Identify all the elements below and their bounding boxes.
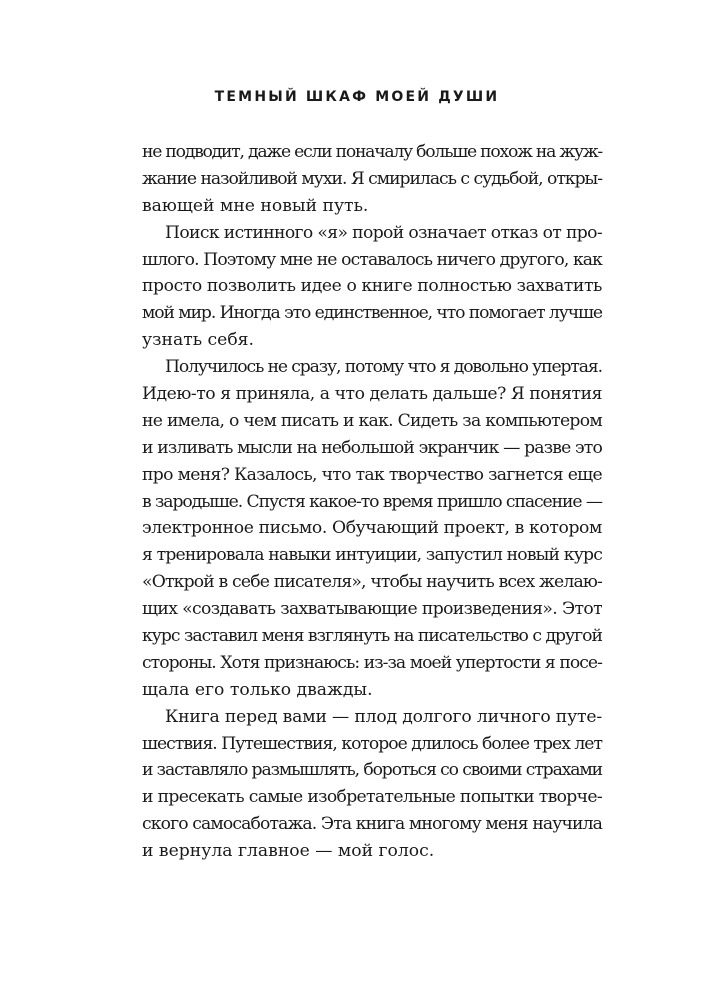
running-header: ТЕМНЫЙ ШКАФ МОЕЙ ДУШИ: [214, 89, 500, 105]
text-line: Идею-то я приняла, а что делать дальше? Я понятия: [142, 384, 602, 405]
paragraph: [142, 704, 602, 865]
text-line: просто позволить идее о книге полностью захватить: [142, 276, 602, 297]
text-line: узнать себя.: [142, 330, 254, 351]
text-line: шлого. Поэтому мне не оставалось ничего другого, как: [142, 249, 602, 270]
text-line: и вернула главное — мой голос.: [142, 841, 435, 862]
text-line: не имела, о чем писать и как. Сидеть за компьютером: [142, 410, 602, 431]
text-line: и заставляло размышлять, бороться со своими страхами: [142, 760, 602, 781]
text-line: электронное письмо. Обучающий проект, в котором: [142, 518, 602, 539]
text-line: жание назойливой мухи. Я смирилась с судьбой, откры-: [142, 168, 602, 189]
text-line: Поиск истинного «я» порой означает отказ от про-: [165, 222, 602, 243]
text-line: вающей мне новый путь.: [142, 195, 369, 216]
text-line: Получилось не сразу, потому что я довольно упертая.: [165, 357, 602, 378]
page-body: [142, 139, 602, 865]
text-line: про меня? Казалось, что так творчество загнется еще: [142, 464, 602, 485]
text-line: стороны. Хотя признаюсь: из-за моей упертости я посе-: [142, 652, 602, 673]
paragraph: [142, 354, 602, 704]
text-line: не подводит, даже если поначалу больше похож на жуж-: [142, 142, 602, 162]
text-line: ского самосаботажа. Эта книга многому меня научила: [142, 814, 602, 835]
text-line: шествия. Путешествия, которое длилось более трех лет: [142, 733, 602, 754]
text-line: я тренировала навыки интуиции, запустил новый курс: [142, 545, 602, 566]
paragraph: [142, 220, 602, 354]
paragraph: [142, 139, 602, 220]
text-line: курс заставил меня взглянуть на писательство с другой: [142, 626, 602, 647]
text-line: мой мир. Иногда это единственное, что помогает лучше: [142, 303, 602, 324]
text-line: в зародыше. Спустя какое-то время пришло спасение —: [142, 491, 602, 512]
text-line: щала его только дважды.: [142, 679, 373, 700]
text-line: и пресекать самые изобретательные попытки творче-: [142, 787, 602, 808]
text-line: щих «создавать захватывающие произведения». Этот: [142, 599, 602, 620]
text-line: и изливать мысли на небольшой экранчик — разве это: [142, 437, 602, 458]
text-line: «Открой в себе писателя», чтобы научить всех желаю-: [142, 572, 602, 593]
text-line: Книга перед вами — плод долгого личного путе-: [165, 706, 602, 727]
